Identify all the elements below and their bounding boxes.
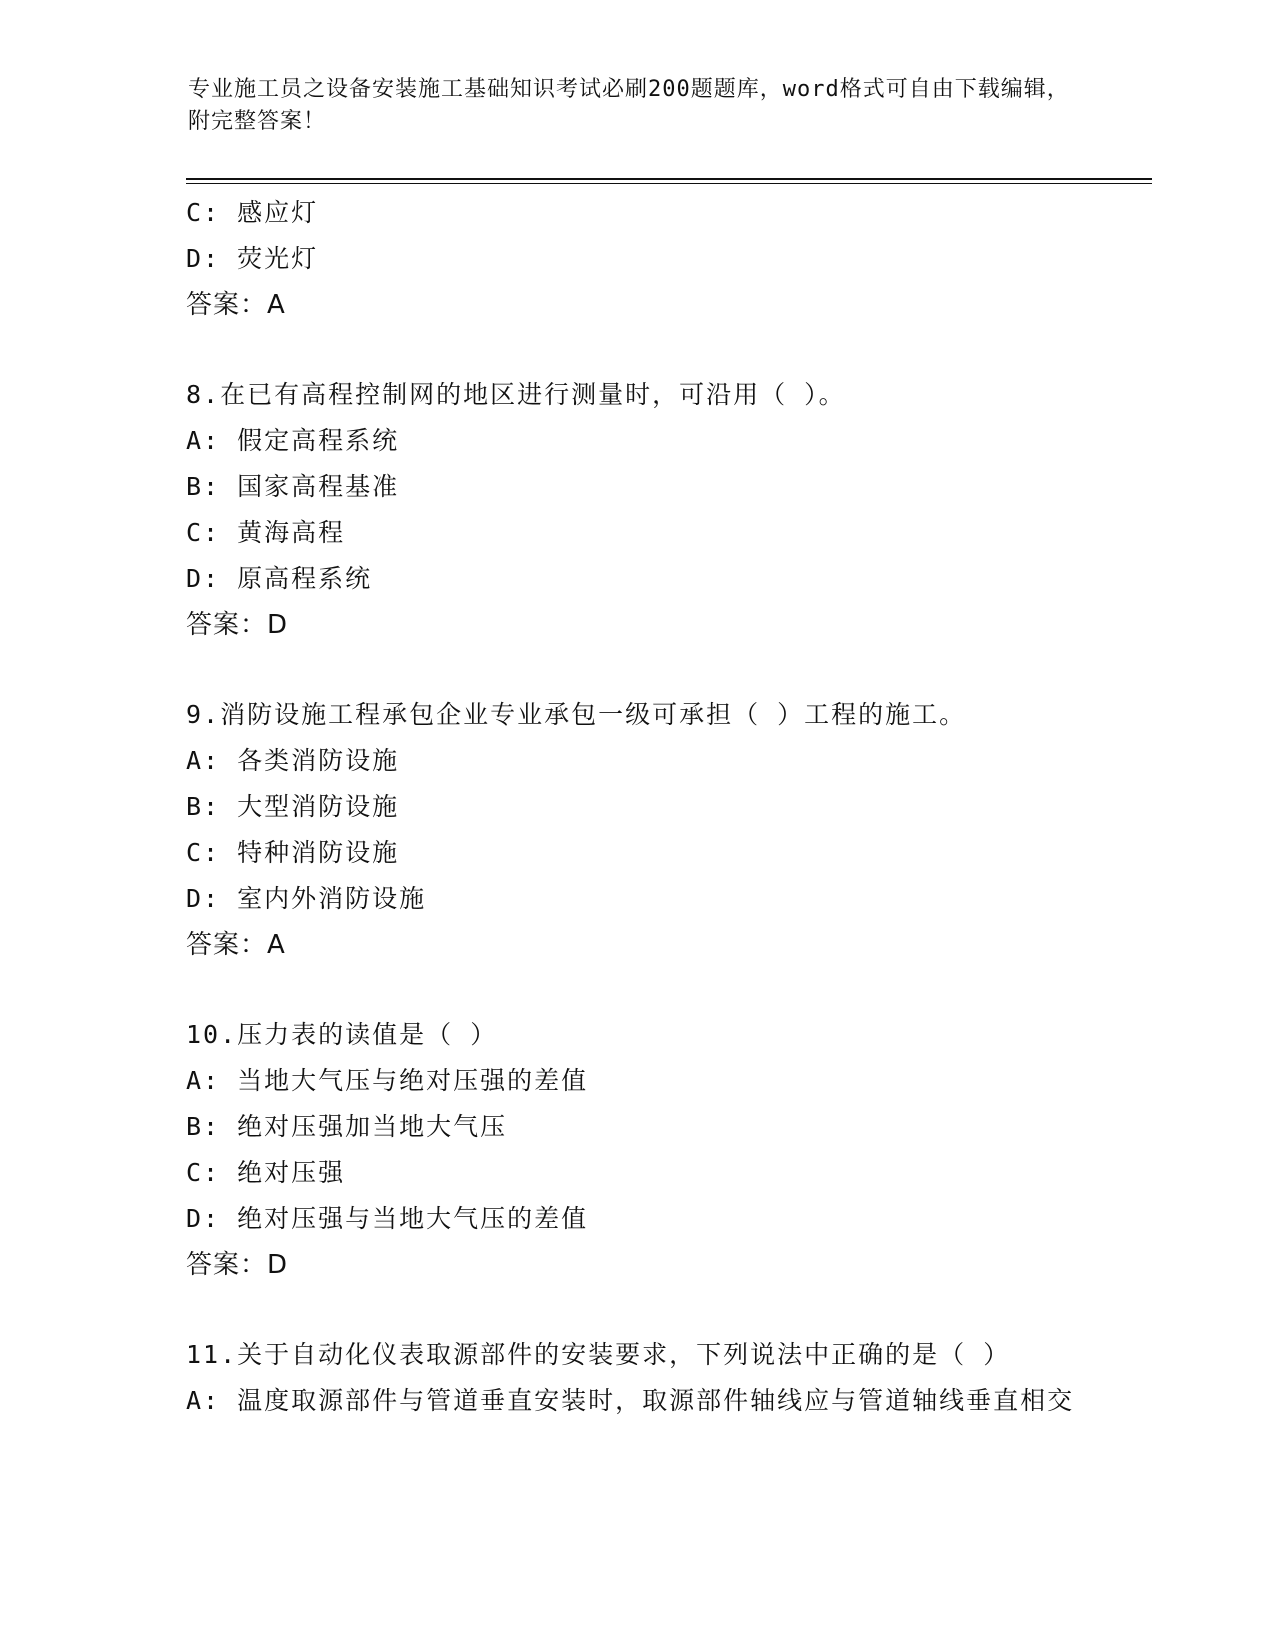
answer-line: 答案：D: [186, 1250, 289, 1280]
question-list: [186, 190, 1086, 1424]
answer-line: 答案：A: [186, 290, 286, 320]
option-c: C: 特种消防设施: [186, 838, 400, 867]
option-d: D: 绝对压强与当地大气压的差值: [186, 1204, 589, 1233]
option-b: B: 国家高程基准: [186, 472, 400, 501]
option-d: D: 原高程系统: [186, 564, 373, 593]
option-c: C: 感应灯: [186, 198, 319, 227]
question-stem: 11.关于自动化仪表取源部件的安装要求，下列说法中正确的是（ ）: [186, 1340, 1011, 1369]
option-d: D: 荧光灯: [186, 244, 319, 273]
answer-line: 答案：D: [186, 610, 289, 640]
answer-line: 答案：A: [186, 930, 286, 960]
question-stem: 9.消防设施工程承包企业专业承包一级可承担（ ）工程的施工。: [186, 700, 967, 729]
option-c: C: 黄海高程: [186, 518, 346, 547]
question-stem: 8.在已有高程控制网的地区进行测量时，可沿用（ ）。: [186, 380, 846, 409]
document-header: 专业施工员之设备安装施工基础知识考试必刷200题题库，word格式可自由下载编辑，附完整答案！: [188, 77, 1070, 134]
option-a: A: 温度取源部件与管道垂直安装时，取源部件轴线应与管道轴线垂直相交: [186, 1386, 1075, 1415]
option-d: D: 室内外消防设施: [186, 884, 427, 913]
option-a: A: 当地大气压与绝对压强的差值: [186, 1066, 589, 1095]
header-divider: [186, 178, 1152, 180]
option-b: B: 大型消防设施: [186, 792, 400, 821]
option-a: A: 假定高程系统: [186, 426, 400, 455]
option-c: C: 绝对压强: [186, 1158, 346, 1187]
option-a: A: 各类消防设施: [186, 746, 400, 775]
question-stem: 10.压力表的读值是（ ）: [186, 1020, 498, 1049]
header-divider-thin: [186, 183, 1152, 184]
option-b: B: 绝对压强加当地大气压: [186, 1112, 508, 1141]
